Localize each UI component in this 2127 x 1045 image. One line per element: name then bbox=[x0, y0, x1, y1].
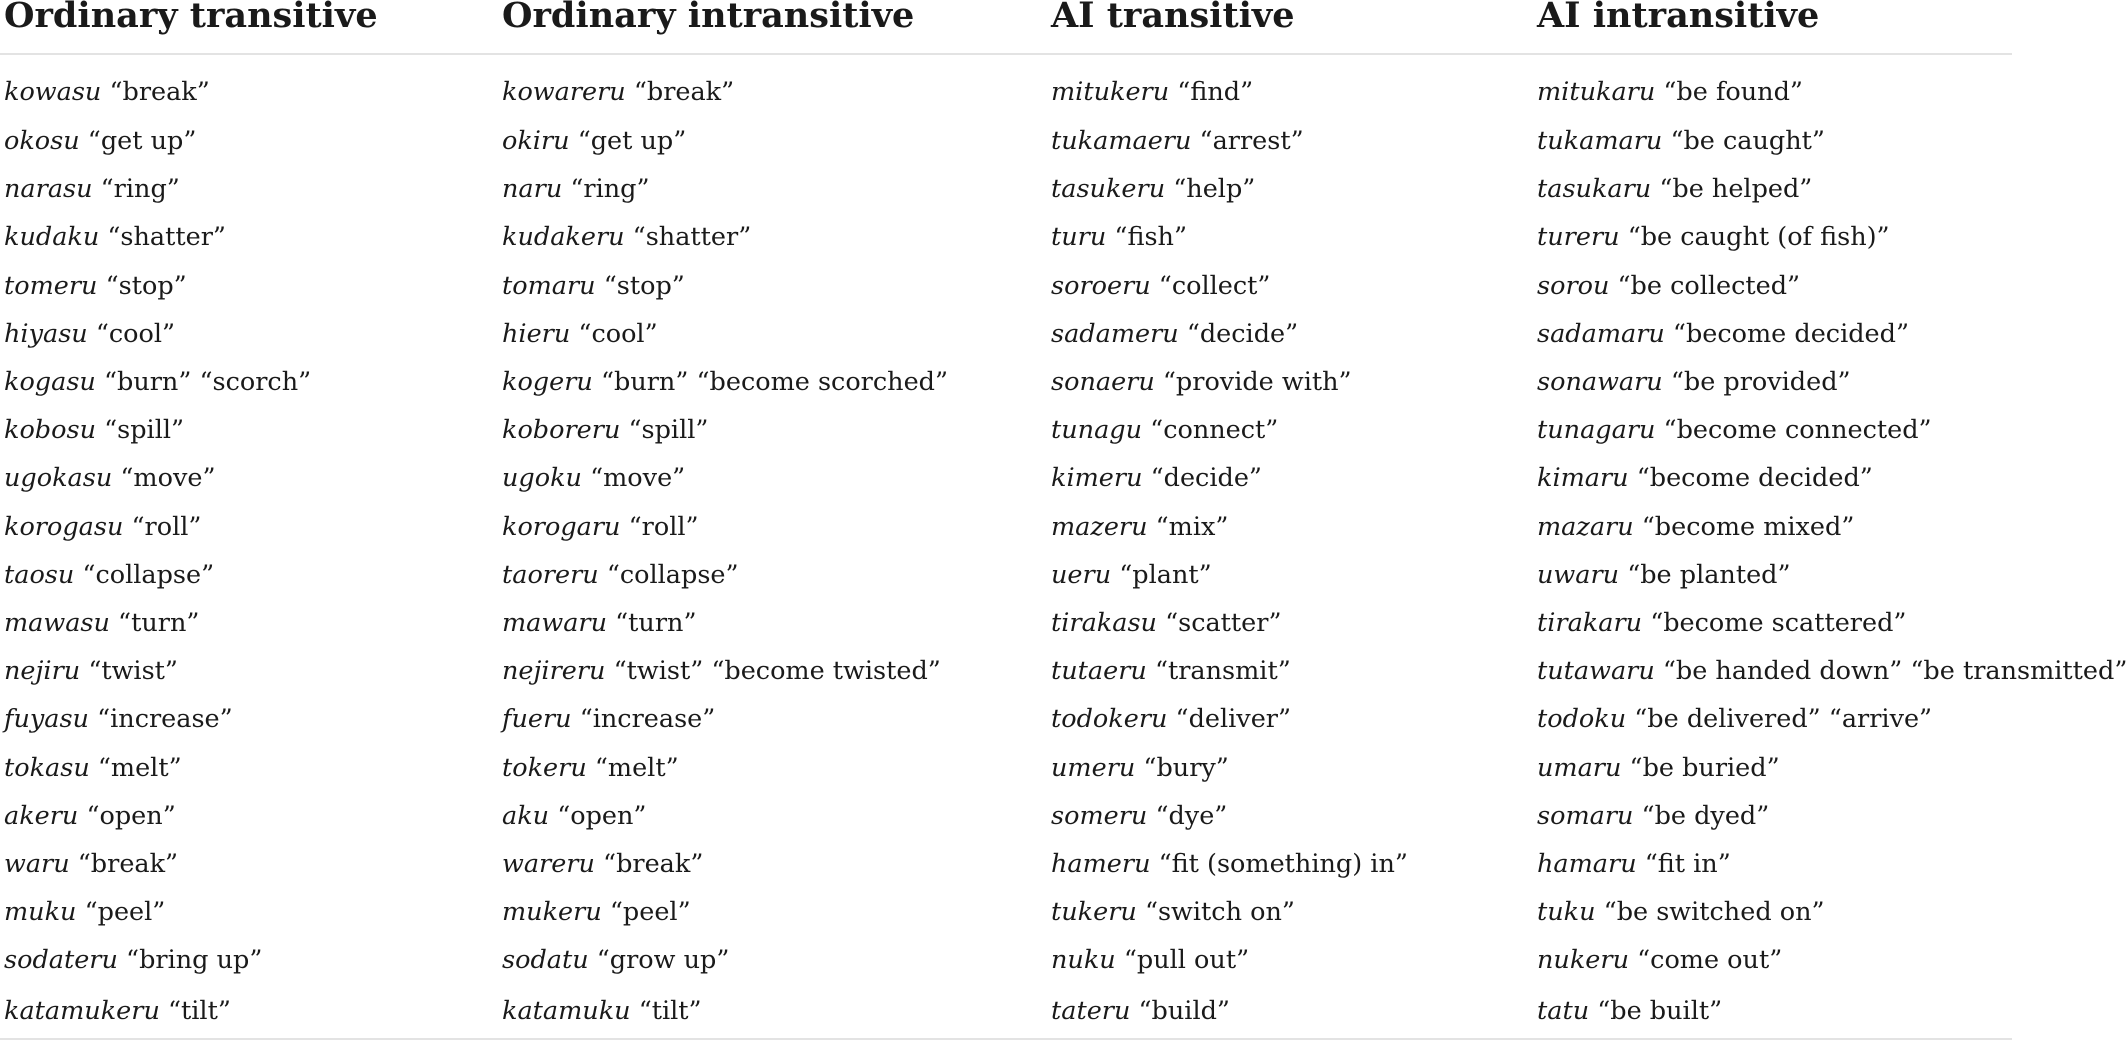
table-cell bbox=[1533, 984, 2012, 1039]
verb-gloss: “break” bbox=[77, 848, 179, 879]
verb-term: tureru bbox=[1537, 222, 1620, 253]
table-cell bbox=[498, 984, 1047, 1039]
table-cell bbox=[1047, 454, 1533, 502]
verb-term: kimeru bbox=[1051, 463, 1143, 494]
verb-gloss: “collect” bbox=[1158, 270, 1271, 301]
table-cell bbox=[498, 454, 1047, 502]
table-cell bbox=[498, 406, 1047, 454]
table-cell bbox=[1533, 310, 2012, 358]
verb-gloss: “burn” “scorch” bbox=[103, 367, 312, 398]
verb-term: someru bbox=[1051, 800, 1148, 831]
verb-term: sodateru bbox=[4, 945, 118, 976]
verb-term: tasukeru bbox=[1051, 174, 1166, 205]
verb-term: tokasu bbox=[4, 752, 90, 783]
table-row bbox=[0, 54, 2012, 117]
verb-term: ueru bbox=[1051, 559, 1112, 590]
verb-term: nejireru bbox=[502, 656, 606, 687]
table-cell bbox=[1533, 165, 2012, 213]
verb-term: okiru bbox=[502, 126, 570, 157]
verb-gloss: “break” bbox=[633, 77, 735, 107]
verb-gloss: “be collected” bbox=[1617, 270, 1801, 301]
verb-term: taosu bbox=[4, 559, 75, 590]
table-cell bbox=[1533, 840, 2012, 888]
table-cell bbox=[1533, 358, 2012, 406]
verb-gloss: “scatter” bbox=[1165, 607, 1282, 638]
verb-gloss: “become scattered” bbox=[1650, 607, 1907, 638]
verb-gloss: “be built” bbox=[1597, 996, 1723, 1027]
table-row bbox=[0, 503, 2012, 551]
verb-gloss: “shatter” bbox=[107, 222, 226, 253]
table-cell bbox=[0, 454, 498, 502]
table-cell bbox=[498, 165, 1047, 213]
verb-term: kobosu bbox=[4, 415, 96, 446]
verb-gloss: “stop” bbox=[603, 270, 685, 301]
verb-gloss: “collapse” bbox=[82, 559, 215, 590]
verb-term: mazaru bbox=[1537, 511, 1634, 542]
verb-term: tirakasu bbox=[1051, 607, 1157, 638]
table-cell bbox=[1047, 213, 1533, 261]
table-cell bbox=[498, 310, 1047, 358]
table-row bbox=[0, 406, 2012, 454]
verb-gloss: “grow up” bbox=[596, 945, 730, 976]
verb-term: tateru bbox=[1051, 996, 1131, 1027]
table-cell bbox=[1047, 647, 1533, 695]
table-cell bbox=[0, 888, 498, 936]
verb-term: okosu bbox=[4, 126, 80, 157]
verb-gloss: “bury” bbox=[1143, 752, 1229, 783]
verb-term: hiyasu bbox=[4, 318, 88, 349]
verb-term: mitukaru bbox=[1537, 77, 1656, 107]
table-cell bbox=[1047, 406, 1533, 454]
verb-gloss: “decide” bbox=[1186, 318, 1299, 349]
table-row bbox=[0, 840, 2012, 888]
verb-gloss: “get up” bbox=[577, 126, 687, 157]
verb-term: wareru bbox=[502, 848, 595, 879]
verb-term: tatu bbox=[1537, 996, 1590, 1027]
verb-gloss: “shatter” bbox=[632, 222, 752, 253]
verb-term: hieru bbox=[502, 318, 571, 349]
verb-term: turu bbox=[1051, 222, 1107, 253]
verb-term: katamuku bbox=[502, 996, 631, 1027]
table-cell bbox=[0, 647, 498, 695]
header-ordinary-intransitive: Ordinary intransitive bbox=[498, 0, 1047, 54]
verb-gloss: “cool” bbox=[95, 318, 176, 349]
table-cell bbox=[0, 695, 498, 743]
table-cell bbox=[1533, 117, 2012, 165]
table-row bbox=[0, 117, 2012, 165]
table-cell bbox=[0, 358, 498, 406]
table-row bbox=[0, 984, 2012, 1039]
verb-gloss: “cool” bbox=[578, 318, 658, 349]
verb-term: mawaru bbox=[502, 607, 608, 638]
verb-term: tunagu bbox=[1051, 415, 1143, 446]
table-cell bbox=[0, 117, 498, 165]
verb-term: hameru bbox=[1051, 848, 1151, 879]
verb-gloss: “break” bbox=[109, 77, 210, 107]
verb-gloss: “tilt” bbox=[167, 996, 231, 1027]
verb-gloss: “mix” bbox=[1155, 511, 1229, 542]
verb-gloss: “bring up” bbox=[126, 945, 263, 976]
verb-gloss: “get up” bbox=[87, 126, 197, 157]
verb-gloss: “break” bbox=[603, 848, 704, 879]
verb-term: akeru bbox=[4, 800, 79, 831]
table-cell bbox=[1533, 792, 2012, 840]
verb-gloss: “roll” bbox=[131, 511, 202, 542]
verb-term: sonaeru bbox=[1051, 367, 1155, 398]
verb-term: nukeru bbox=[1537, 945, 1630, 976]
table-cell bbox=[498, 599, 1047, 647]
verb-term: tomeru bbox=[4, 270, 98, 301]
verb-gloss: “twist” bbox=[88, 656, 178, 687]
verb-gloss: “peel” bbox=[609, 897, 691, 928]
verb-term: tasukaru bbox=[1537, 174, 1652, 205]
table-cell bbox=[0, 936, 498, 984]
table-cell bbox=[498, 262, 1047, 310]
verb-gloss: “find” bbox=[1177, 77, 1254, 107]
table-cell bbox=[1533, 503, 2012, 551]
table-cell bbox=[0, 743, 498, 791]
verb-gloss: “burn” “become scorched” bbox=[600, 367, 949, 398]
verb-term: sadameru bbox=[1051, 318, 1179, 349]
table-cell bbox=[498, 117, 1047, 165]
verb-term: aku bbox=[502, 800, 550, 831]
table-cell bbox=[1047, 117, 1533, 165]
verb-term: uwaru bbox=[1537, 559, 1620, 590]
table-cell bbox=[1533, 695, 2012, 743]
verb-term: taoreru bbox=[502, 559, 599, 590]
verb-gloss: “dye” bbox=[1155, 800, 1228, 831]
table-cell bbox=[1047, 936, 1533, 984]
header-ordinary-transitive: Ordinary transitive bbox=[0, 0, 498, 54]
table-cell bbox=[1047, 310, 1533, 358]
table-row bbox=[0, 695, 2012, 743]
table-cell bbox=[0, 406, 498, 454]
table-row bbox=[0, 213, 2012, 261]
verb-term: todokeru bbox=[1051, 704, 1168, 735]
verb-term: koboreru bbox=[502, 415, 621, 446]
table-cell bbox=[0, 503, 498, 551]
verb-gloss: “twist” “become twisted” bbox=[613, 656, 941, 687]
table-cell bbox=[1047, 54, 1533, 117]
table-cell bbox=[0, 54, 498, 117]
table-cell bbox=[1047, 262, 1533, 310]
table-row bbox=[0, 599, 2012, 647]
verb-term: umaru bbox=[1537, 752, 1622, 783]
verb-term: sonawaru bbox=[1537, 367, 1663, 398]
verb-gloss: “arrest” bbox=[1199, 126, 1304, 157]
table-header bbox=[0, 0, 2012, 54]
table-cell bbox=[498, 888, 1047, 936]
table-cell bbox=[498, 358, 1047, 406]
verb-gloss: “be found” bbox=[1663, 77, 1803, 107]
table-cell bbox=[498, 54, 1047, 117]
verb-gloss: “fit in” bbox=[1644, 848, 1731, 879]
table-row bbox=[0, 310, 2012, 358]
table-cell bbox=[1533, 936, 2012, 984]
verb-gloss: “be caught” bbox=[1670, 126, 1825, 157]
verb-term: somaru bbox=[1537, 800, 1634, 831]
table-cell bbox=[1533, 599, 2012, 647]
table-body bbox=[0, 54, 2127, 1039]
table-cell bbox=[1047, 551, 1533, 599]
verb-gloss: “be delivered” “arrive” bbox=[1634, 704, 1933, 735]
verb-term: nuku bbox=[1051, 945, 1116, 976]
verb-term: nejiru bbox=[4, 656, 81, 687]
verb-gloss: “come out” bbox=[1637, 945, 1783, 976]
verb-gloss: “open” bbox=[86, 800, 176, 831]
verb-term: korogaru bbox=[502, 511, 621, 542]
verb-term: naru bbox=[502, 174, 563, 205]
verb-gloss: “be switched on” bbox=[1603, 897, 1825, 928]
verb-gloss: “spill” bbox=[628, 415, 709, 446]
verb-gloss: “stop” bbox=[105, 270, 187, 301]
table-cell bbox=[498, 840, 1047, 888]
table-row bbox=[0, 743, 2012, 791]
verb-term: kowasu bbox=[4, 77, 102, 107]
verb-gloss: “be buried” bbox=[1629, 752, 1780, 783]
table-cell bbox=[1533, 213, 2012, 261]
verb-gloss: “move” bbox=[120, 463, 216, 494]
verb-term: fuyasu bbox=[4, 704, 89, 735]
table-cell bbox=[1047, 888, 1533, 936]
verb-gloss: “decide” bbox=[1150, 463, 1262, 494]
table-cell bbox=[1047, 840, 1533, 888]
table-cell bbox=[1047, 792, 1533, 840]
table-cell bbox=[498, 792, 1047, 840]
table-cell bbox=[498, 503, 1047, 551]
verb-gloss: “become connected” bbox=[1663, 415, 1932, 446]
header-row bbox=[0, 0, 2012, 54]
verb-gloss: “open” bbox=[557, 800, 647, 831]
table-cell bbox=[1533, 406, 2012, 454]
verb-term: mitukeru bbox=[1051, 77, 1170, 107]
verb-term: kogeru bbox=[502, 367, 593, 398]
table-cell bbox=[1047, 984, 1533, 1039]
table-cell bbox=[1533, 54, 2012, 117]
verb-gloss: “help” bbox=[1173, 174, 1256, 205]
verb-gloss: “fish” bbox=[1114, 222, 1187, 253]
verb-term: kowareru bbox=[502, 77, 626, 107]
verb-term: katamukeru bbox=[4, 996, 160, 1027]
verb-gloss: “increase” bbox=[97, 704, 233, 735]
verb-gloss: “become decided” bbox=[1672, 318, 1910, 349]
table-cell bbox=[1533, 262, 2012, 310]
verb-term: soroeru bbox=[1051, 270, 1151, 301]
verb-gloss: “peel” bbox=[84, 897, 166, 928]
verb-term: tukamaru bbox=[1537, 126, 1663, 157]
table-cell bbox=[498, 551, 1047, 599]
table-cell bbox=[1047, 743, 1533, 791]
table-cell bbox=[1047, 358, 1533, 406]
verb-gloss: “be handed down” “be transmitted” bbox=[1662, 656, 2127, 687]
verb-gloss: “be caught (of fish)” bbox=[1627, 222, 1890, 253]
verb-gloss: “be provided” bbox=[1670, 367, 1851, 398]
verb-term: tutawaru bbox=[1537, 656, 1655, 687]
table-cell bbox=[1533, 647, 2127, 695]
verb-term: tukeru bbox=[1051, 897, 1137, 928]
table-cell bbox=[498, 213, 1047, 261]
verb-term: muku bbox=[4, 897, 77, 928]
verb-gloss: “pull out” bbox=[1123, 945, 1250, 976]
table-cell bbox=[1533, 888, 2012, 936]
verb-term: tunagaru bbox=[1537, 415, 1656, 446]
verb-term: mazeru bbox=[1051, 511, 1148, 542]
table-cell bbox=[498, 647, 1047, 695]
table-cell bbox=[498, 695, 1047, 743]
verb-term: kudaku bbox=[4, 222, 100, 253]
verb-gloss: “melt” bbox=[594, 752, 679, 783]
table-cell bbox=[0, 165, 498, 213]
verb-gloss: “transmit” bbox=[1154, 656, 1291, 687]
verb-term: sodatu bbox=[502, 945, 589, 976]
table-row bbox=[0, 262, 2012, 310]
verb-gloss: “roll” bbox=[628, 511, 699, 542]
verb-gloss: “turn” bbox=[615, 607, 697, 638]
table-row bbox=[0, 165, 2012, 213]
verb-gloss: “increase” bbox=[579, 704, 716, 735]
verb-gloss: “become decided” bbox=[1636, 463, 1873, 494]
verb-term: umeru bbox=[1051, 752, 1136, 783]
verb-term: kimaru bbox=[1537, 463, 1629, 494]
verb-gloss: “build” bbox=[1138, 996, 1230, 1027]
verb-gloss: “become mixed” bbox=[1641, 511, 1855, 542]
table-row bbox=[0, 888, 2012, 936]
header-ai-intransitive: AI intransitive bbox=[1533, 0, 2012, 54]
verb-gloss: “fit (something) in” bbox=[1158, 848, 1408, 879]
verb-gloss: “move” bbox=[590, 463, 686, 494]
verb-gloss: “ring” bbox=[570, 174, 650, 205]
verb-term: waru bbox=[4, 848, 70, 879]
verb-term: tokeru bbox=[502, 752, 587, 783]
table-cell bbox=[0, 792, 498, 840]
verb-term: ugoku bbox=[502, 463, 582, 494]
table-cell bbox=[0, 213, 498, 261]
table-row bbox=[0, 792, 2012, 840]
table-cell bbox=[0, 551, 498, 599]
table-cell bbox=[0, 262, 498, 310]
verb-gloss: “provide with” bbox=[1162, 367, 1352, 398]
verb-term: tutaeru bbox=[1051, 656, 1147, 687]
verb-term: mukeru bbox=[502, 897, 602, 928]
header-ai-transitive: AI transitive bbox=[1047, 0, 1533, 54]
table-row bbox=[0, 936, 2012, 984]
table-cell bbox=[1047, 599, 1533, 647]
table-row bbox=[0, 551, 2012, 599]
table-cell bbox=[0, 984, 498, 1039]
table-row bbox=[0, 358, 2012, 406]
verb-gloss: “switch on” bbox=[1144, 897, 1295, 928]
verb-gloss: “be planted” bbox=[1627, 559, 1791, 590]
verb-term: narasu bbox=[4, 174, 93, 205]
verb-gloss: “plant” bbox=[1119, 559, 1212, 590]
table-cell bbox=[0, 599, 498, 647]
verb-term: tomaru bbox=[502, 270, 596, 301]
verb-term: todoku bbox=[1537, 704, 1627, 735]
verb-term: fueru bbox=[502, 704, 572, 735]
table-cell bbox=[1533, 454, 2012, 502]
table-row bbox=[0, 454, 2012, 502]
table-cell bbox=[1047, 503, 1533, 551]
table-cell bbox=[1047, 165, 1533, 213]
verb-term: hamaru bbox=[1537, 848, 1637, 879]
verb-term: korogasu bbox=[4, 511, 124, 542]
table-row bbox=[0, 647, 2012, 695]
table-cell bbox=[498, 743, 1047, 791]
verb-term: tirakaru bbox=[1537, 607, 1643, 638]
verb-gloss: “connect” bbox=[1150, 415, 1279, 446]
verb-gloss: “be dyed” bbox=[1641, 800, 1770, 831]
verb-gloss: “tilt” bbox=[638, 996, 702, 1027]
verb-gloss: “ring” bbox=[100, 174, 180, 205]
table-cell bbox=[0, 840, 498, 888]
verb-gloss: “be helped” bbox=[1659, 174, 1813, 205]
table-cell bbox=[1533, 551, 2012, 599]
verb-gloss: “turn” bbox=[118, 607, 200, 638]
verb-gloss: “melt” bbox=[97, 752, 182, 783]
verb-term: kudakeru bbox=[502, 222, 625, 253]
verb-term: kogasu bbox=[4, 367, 96, 398]
verb-gloss: “deliver” bbox=[1175, 704, 1292, 735]
verb-term: mawasu bbox=[4, 607, 110, 638]
verb-gloss: “spill” bbox=[104, 415, 185, 446]
verb-term: tukamaeru bbox=[1051, 126, 1192, 157]
table-cell bbox=[1047, 695, 1533, 743]
verb-term: ugokasu bbox=[4, 463, 113, 494]
table-cell bbox=[498, 936, 1047, 984]
verb-term: sorou bbox=[1537, 270, 1610, 301]
verb-term: sadamaru bbox=[1537, 318, 1665, 349]
verb-gloss: “collapse” bbox=[606, 559, 739, 590]
verb-term: tuku bbox=[1537, 897, 1596, 928]
table-cell bbox=[1533, 743, 2012, 791]
table-cell bbox=[0, 310, 498, 358]
